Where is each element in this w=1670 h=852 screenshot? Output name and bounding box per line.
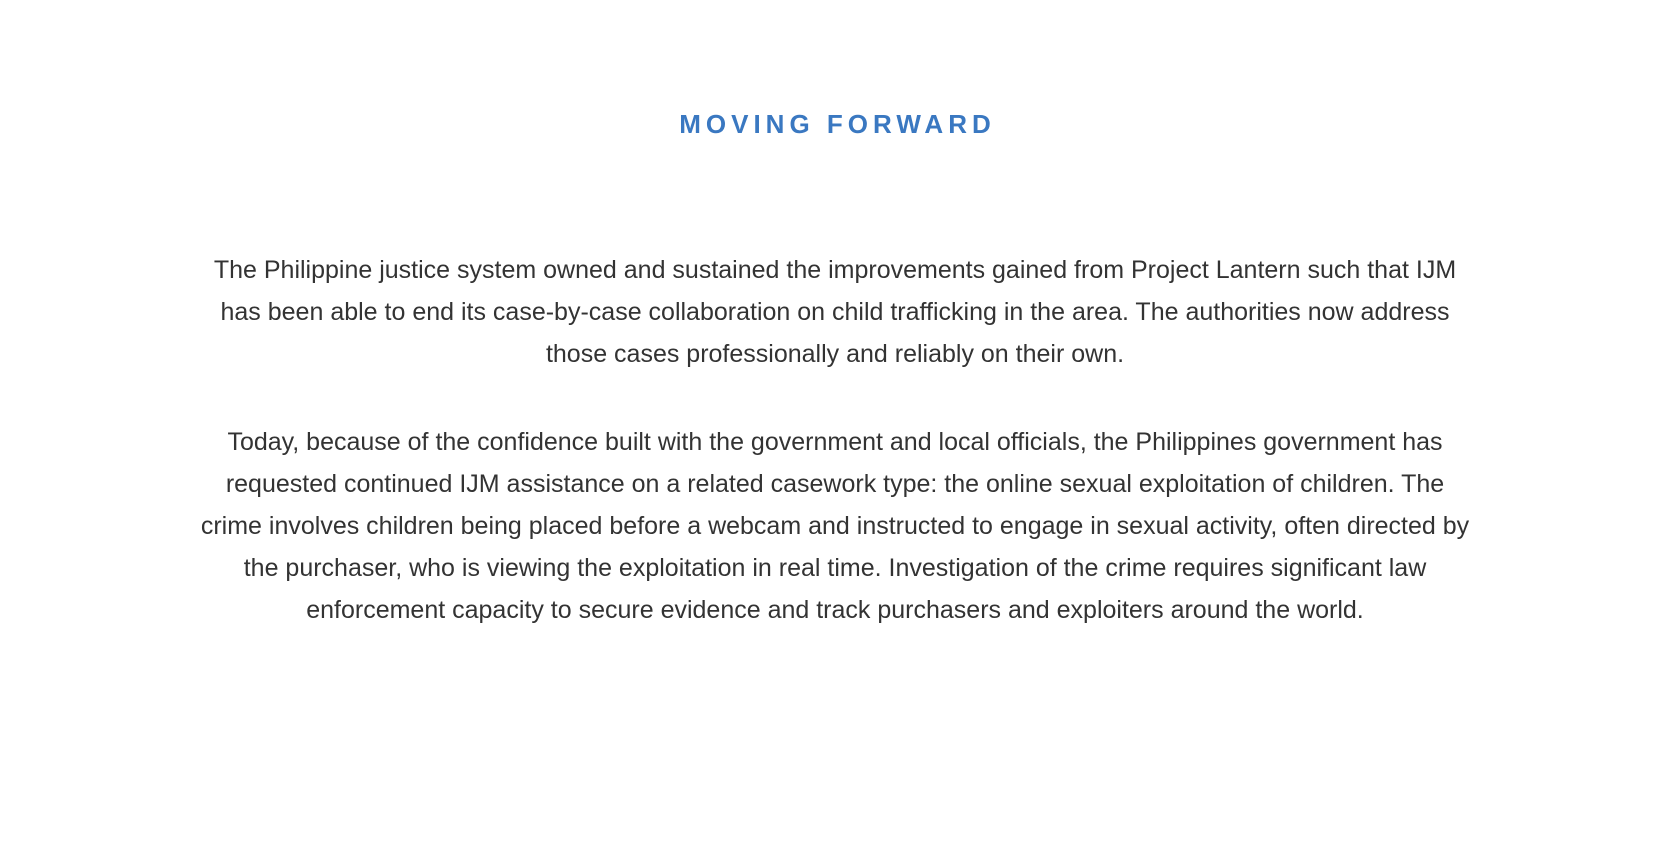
paragraph-justice-system: The Philippine justice system owned and sustained the improvements gained from Project Lantern such that IJM has been able to end its case-by-case collaboration on child trafficking in the area. The authorities now address those cases professionally and reliably on their own. (213, 256, 1457, 368)
section-heading: MOVING FORWARD (679, 109, 996, 139)
paragraph-online-exploitation: Today, because of the confidence built with the government and local officials, the Philippines government has requested continued IJM assistance on a related casework type: the online sexual exploitation of children. The crime involves children being placed before a webcam and instructed to engage in sexual activity, often directed by the purchaser, who is viewing the exploitation in real time. Investigation of the crime requires significant law enforcement capacity to secure evidence and track purchasers and exploiters around the world. (200, 428, 1470, 624)
